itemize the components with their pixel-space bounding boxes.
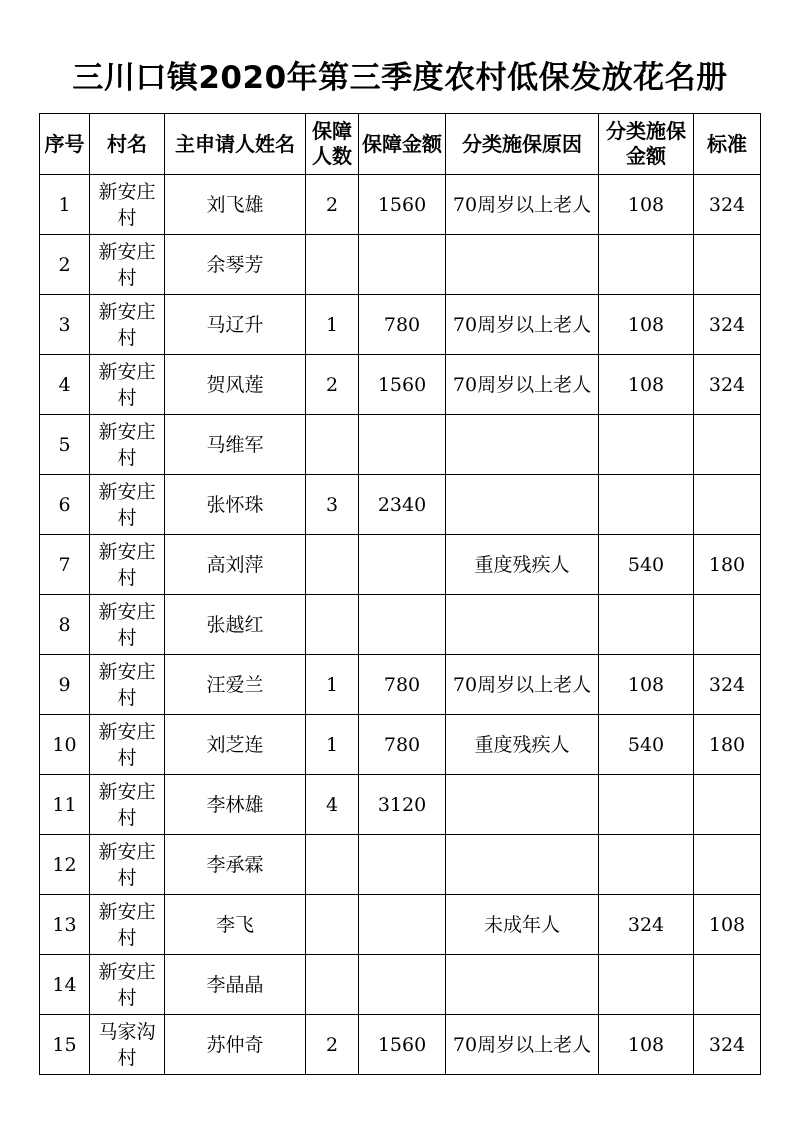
- table-body: [40, 175, 761, 1075]
- cell-serial-no: 12: [40, 835, 90, 895]
- cell-reason: [446, 775, 599, 835]
- cell-persons: 1: [306, 655, 359, 715]
- cell-amount: 780: [359, 655, 446, 715]
- cell-standard: [694, 235, 761, 295]
- cell-village: 新安庄村: [90, 235, 165, 295]
- cell-persons: [306, 535, 359, 595]
- cell-standard: 324: [694, 295, 761, 355]
- cell-standard: 324: [694, 655, 761, 715]
- table-row: [40, 355, 761, 415]
- cell-reason: 70周岁以上老人: [446, 1015, 599, 1075]
- cell-amount: [359, 415, 446, 475]
- cell-class-amount: [599, 475, 694, 535]
- cell-standard: [694, 835, 761, 895]
- cell-standard: 180: [694, 715, 761, 775]
- header-applicant: 主申请人姓名: [165, 114, 306, 175]
- table-row: [40, 655, 761, 715]
- cell-class-amount: [599, 595, 694, 655]
- cell-reason: [446, 595, 599, 655]
- cell-standard: 108: [694, 895, 761, 955]
- cell-amount: 1560: [359, 355, 446, 415]
- cell-standard: [694, 595, 761, 655]
- table-row: [40, 715, 761, 775]
- cell-applicant: 马辽升: [165, 295, 306, 355]
- cell-persons: 2: [306, 175, 359, 235]
- cell-amount: [359, 895, 446, 955]
- cell-persons: 1: [306, 715, 359, 775]
- cell-class-amount: [599, 235, 694, 295]
- cell-serial-no: 7: [40, 535, 90, 595]
- cell-reason: 未成年人: [446, 895, 599, 955]
- cell-applicant: 李林雄: [165, 775, 306, 835]
- cell-serial-no: 13: [40, 895, 90, 955]
- cell-reason: 重度残疾人: [446, 715, 599, 775]
- cell-serial-no: 11: [40, 775, 90, 835]
- cell-persons: 1: [306, 295, 359, 355]
- cell-amount: [359, 835, 446, 895]
- header-class-amount: 分类施保金额: [599, 114, 694, 175]
- cell-applicant: 李承霖: [165, 835, 306, 895]
- cell-class-amount: [599, 955, 694, 1015]
- cell-serial-no: 4: [40, 355, 90, 415]
- cell-class-amount: 108: [599, 655, 694, 715]
- cell-persons: 2: [306, 355, 359, 415]
- cell-serial-no: 15: [40, 1015, 90, 1075]
- cell-reason: [446, 835, 599, 895]
- cell-class-amount: 540: [599, 535, 694, 595]
- cell-applicant: 张怀珠: [165, 475, 306, 535]
- cell-village: 新安庄村: [90, 535, 165, 595]
- cell-village: 新安庄村: [90, 895, 165, 955]
- cell-village: 新安庄村: [90, 655, 165, 715]
- cell-reason: [446, 235, 599, 295]
- cell-applicant: 马维军: [165, 415, 306, 475]
- cell-applicant: 汪爱兰: [165, 655, 306, 715]
- cell-standard: 180: [694, 535, 761, 595]
- table-row: [40, 175, 761, 235]
- cell-applicant: 李晶晶: [165, 955, 306, 1015]
- cell-village: 新安庄村: [90, 415, 165, 475]
- cell-applicant: 刘芝连: [165, 715, 306, 775]
- cell-amount: 1560: [359, 175, 446, 235]
- subsidy-roster-table: [39, 113, 761, 1075]
- table-row: [40, 595, 761, 655]
- cell-reason: [446, 955, 599, 1015]
- header-village: 村名: [90, 114, 165, 175]
- cell-reason: 70周岁以上老人: [446, 295, 599, 355]
- cell-serial-no: 14: [40, 955, 90, 1015]
- cell-class-amount: [599, 775, 694, 835]
- cell-class-amount: 108: [599, 355, 694, 415]
- cell-reason: [446, 415, 599, 475]
- cell-applicant: 余琴芳: [165, 235, 306, 295]
- header-standard: 标准: [694, 114, 761, 175]
- header-persons: 保障人数: [306, 114, 359, 175]
- cell-class-amount: 108: [599, 175, 694, 235]
- cell-serial-no: 10: [40, 715, 90, 775]
- cell-class-amount: 540: [599, 715, 694, 775]
- cell-serial-no: 1: [40, 175, 90, 235]
- cell-serial-no: 9: [40, 655, 90, 715]
- cell-reason: 70周岁以上老人: [446, 355, 599, 415]
- cell-class-amount: [599, 835, 694, 895]
- cell-applicant: 张越红: [165, 595, 306, 655]
- cell-village: 新安庄村: [90, 715, 165, 775]
- cell-village: 新安庄村: [90, 355, 165, 415]
- cell-amount: [359, 955, 446, 1015]
- cell-village: 新安庄村: [90, 835, 165, 895]
- cell-persons: 2: [306, 1015, 359, 1075]
- cell-amount: [359, 235, 446, 295]
- header-serial-no: 序号: [40, 114, 90, 175]
- cell-amount: [359, 595, 446, 655]
- cell-applicant: 苏仲奇: [165, 1015, 306, 1075]
- cell-applicant: 刘飞雄: [165, 175, 306, 235]
- cell-village: 新安庄村: [90, 595, 165, 655]
- cell-class-amount: [599, 415, 694, 475]
- cell-serial-no: 5: [40, 415, 90, 475]
- cell-standard: [694, 955, 761, 1015]
- table-row: [40, 1015, 761, 1075]
- table-row: [40, 415, 761, 475]
- cell-amount: 780: [359, 715, 446, 775]
- cell-standard: 324: [694, 355, 761, 415]
- table-row: [40, 475, 761, 535]
- cell-amount: [359, 535, 446, 595]
- table-row: [40, 235, 761, 295]
- cell-serial-no: 3: [40, 295, 90, 355]
- header-reason: 分类施保原因: [446, 114, 599, 175]
- cell-village: 新安庄村: [90, 475, 165, 535]
- cell-class-amount: 108: [599, 1015, 694, 1075]
- table-row: [40, 835, 761, 895]
- cell-amount: 3120: [359, 775, 446, 835]
- cell-amount: 1560: [359, 1015, 446, 1075]
- cell-standard: [694, 415, 761, 475]
- cell-applicant: 高刘萍: [165, 535, 306, 595]
- cell-class-amount: 324: [599, 895, 694, 955]
- cell-persons: 3: [306, 475, 359, 535]
- table-row: [40, 775, 761, 835]
- cell-reason: 70周岁以上老人: [446, 175, 599, 235]
- table-row: [40, 295, 761, 355]
- cell-reason: [446, 475, 599, 535]
- table-header-row: [40, 114, 761, 175]
- cell-reason: 重度残疾人: [446, 535, 599, 595]
- cell-serial-no: 8: [40, 595, 90, 655]
- cell-standard: [694, 775, 761, 835]
- cell-reason: 70周岁以上老人: [446, 655, 599, 715]
- cell-serial-no: 2: [40, 235, 90, 295]
- cell-village: 新安庄村: [90, 175, 165, 235]
- cell-persons: 4: [306, 775, 359, 835]
- cell-persons: [306, 835, 359, 895]
- page-title: 三川口镇2020年第三季度农村低保发放花名册: [72, 60, 728, 96]
- table-row: [40, 895, 761, 955]
- cell-persons: [306, 955, 359, 1015]
- cell-village: 马家沟村: [90, 1015, 165, 1075]
- cell-village: 新安庄村: [90, 955, 165, 1015]
- cell-persons: [306, 415, 359, 475]
- cell-standard: [694, 475, 761, 535]
- cell-persons: [306, 235, 359, 295]
- cell-village: 新安庄村: [90, 775, 165, 835]
- cell-class-amount: 108: [599, 295, 694, 355]
- cell-persons: [306, 595, 359, 655]
- table-row: [40, 535, 761, 595]
- header-amount: 保障金额: [359, 114, 446, 175]
- cell-standard: 324: [694, 1015, 761, 1075]
- cell-standard: 324: [694, 175, 761, 235]
- table-row: [40, 955, 761, 1015]
- cell-amount: 2340: [359, 475, 446, 535]
- cell-persons: [306, 895, 359, 955]
- cell-serial-no: 6: [40, 475, 90, 535]
- cell-applicant: 李飞: [165, 895, 306, 955]
- cell-village: 新安庄村: [90, 295, 165, 355]
- cell-amount: 780: [359, 295, 446, 355]
- cell-applicant: 贺风莲: [165, 355, 306, 415]
